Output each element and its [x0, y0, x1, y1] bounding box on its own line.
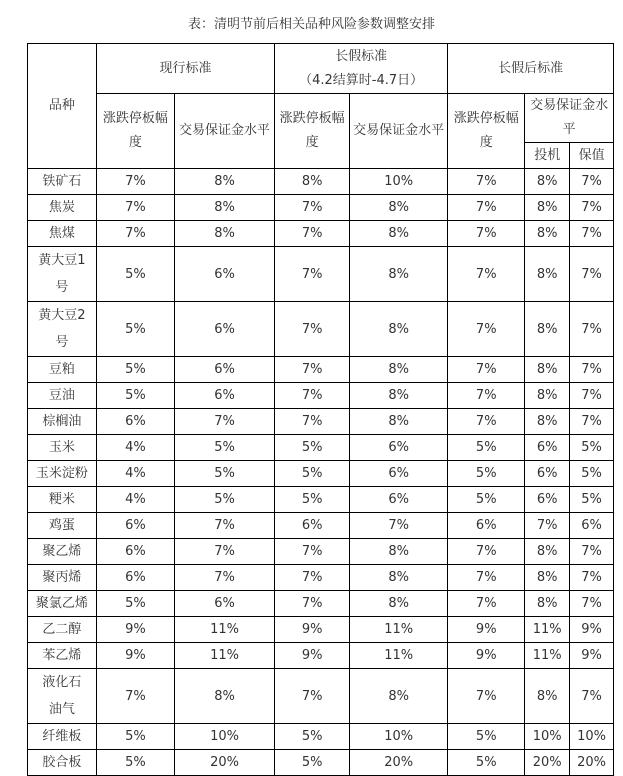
product-name-cell: 焦煤	[28, 221, 97, 247]
after-limit-cell: 7%	[448, 383, 525, 409]
after-speculative-margin-cell: 11%	[525, 617, 570, 643]
holiday-limit-cell: 8%	[275, 169, 350, 195]
holiday-limit-cell: 7%	[275, 669, 350, 724]
after-speculative-margin-cell: 8%	[525, 383, 570, 409]
current-limit-cell: 7%	[96, 195, 174, 221]
product-name-cell: 鸡蛋	[28, 513, 97, 539]
table-row	[28, 383, 614, 409]
after-hedge-margin-cell: 5%	[570, 487, 614, 513]
current-margin-cell: 7%	[175, 513, 275, 539]
current-margin-cell: 6%	[175, 383, 275, 409]
current-margin-cell: 5%	[175, 435, 275, 461]
after-limit-cell: 5%	[448, 750, 525, 776]
product-name-cell: 豆油	[28, 383, 97, 409]
after-hedge-margin-cell: 7%	[570, 383, 614, 409]
after-hedge-margin-cell: 9%	[570, 617, 614, 643]
after-speculative-margin-cell: 8%	[525, 539, 570, 565]
holiday-margin-header: 交易保证金水平	[350, 94, 448, 169]
holiday-margin-cell: 20%	[350, 750, 448, 776]
holiday-margin-cell: 7%	[350, 513, 448, 539]
current-margin-cell: 7%	[175, 409, 275, 435]
after-speculative-margin-cell: 20%	[525, 750, 570, 776]
current-limit-cell: 9%	[96, 617, 174, 643]
after-speculative-margin-cell: 8%	[525, 302, 570, 357]
holiday-margin-cell: 10%	[350, 724, 448, 750]
current-limit-header: 涨跌停板幅度	[96, 94, 174, 169]
current-limit-cell: 5%	[96, 357, 174, 383]
after-hedge-margin-cell: 7%	[570, 409, 614, 435]
current-margin-cell: 20%	[175, 750, 275, 776]
after-limit-cell: 7%	[448, 357, 525, 383]
after-speculative-margin-cell: 11%	[525, 643, 570, 669]
after-limit-cell: 6%	[448, 513, 525, 539]
current-limit-cell: 7%	[96, 169, 174, 195]
current-limit-cell: 6%	[96, 539, 174, 565]
current-margin-cell: 11%	[175, 643, 275, 669]
holiday-limit-cell: 7%	[275, 357, 350, 383]
after-speculative-margin-cell: 6%	[525, 461, 570, 487]
holiday-margin-cell: 11%	[350, 617, 448, 643]
holiday-limit-cell: 7%	[275, 591, 350, 617]
table-row	[28, 487, 614, 513]
current-margin-cell: 7%	[175, 539, 275, 565]
product-name-cell: 黄大豆2号	[28, 302, 97, 357]
after-limit-cell: 7%	[448, 539, 525, 565]
table-row	[28, 409, 614, 435]
holiday-margin-cell: 8%	[350, 591, 448, 617]
table-row	[28, 461, 614, 487]
after-limit-cell: 7%	[448, 565, 525, 591]
after-speculative-margin-cell: 8%	[525, 247, 570, 302]
holiday-limit-cell: 5%	[275, 435, 350, 461]
holiday-limit-cell: 7%	[275, 565, 350, 591]
holiday-margin-cell: 8%	[350, 247, 448, 302]
table-row	[28, 669, 614, 724]
holiday-limit-cell: 6%	[275, 513, 350, 539]
after-hedge-margin-cell: 10%	[570, 724, 614, 750]
product-name-cell: 液化石油气	[28, 669, 97, 724]
current-limit-cell: 5%	[96, 302, 174, 357]
table-row	[28, 302, 614, 357]
table-row	[28, 643, 614, 669]
current-margin-cell: 8%	[175, 195, 275, 221]
current-limit-cell: 5%	[96, 247, 174, 302]
after-limit-cell: 5%	[448, 461, 525, 487]
product-name-cell: 胶合板	[28, 750, 97, 776]
after-speculative-margin-cell: 8%	[525, 221, 570, 247]
holiday-margin-cell: 6%	[350, 487, 448, 513]
product-name-cell: 玉米	[28, 435, 97, 461]
current-margin-cell: 7%	[175, 565, 275, 591]
after-hedge-margin-cell: 6%	[570, 513, 614, 539]
current-limit-cell: 5%	[96, 383, 174, 409]
after-speculative-margin-cell: 8%	[525, 669, 570, 724]
after-holiday-standard-header: 长假后标准	[448, 44, 614, 94]
after-margin-header: 交易保证金水平	[525, 94, 614, 143]
current-margin-cell: 6%	[175, 591, 275, 617]
after-limit-cell: 5%	[448, 487, 525, 513]
holiday-limit-cell: 7%	[275, 383, 350, 409]
after-hedge-margin-cell: 7%	[570, 539, 614, 565]
holiday-margin-cell: 6%	[350, 435, 448, 461]
after-limit-cell: 7%	[448, 247, 525, 302]
holiday-limit-cell: 5%	[275, 750, 350, 776]
after-limit-cell: 7%	[448, 409, 525, 435]
holiday-limit-cell: 7%	[275, 221, 350, 247]
after-limit-cell: 7%	[448, 302, 525, 357]
holiday-limit-cell: 9%	[275, 617, 350, 643]
after-speculative-margin-cell: 8%	[525, 195, 570, 221]
after-hedge-margin-cell: 5%	[570, 435, 614, 461]
holiday-limit-cell: 5%	[275, 724, 350, 750]
holiday-limit-cell: 7%	[275, 302, 350, 357]
after-limit-cell: 7%	[448, 591, 525, 617]
table-row	[28, 617, 614, 643]
after-hedge-margin-cell: 20%	[570, 750, 614, 776]
current-limit-cell: 7%	[96, 221, 174, 247]
product-name-cell: 乙二醇	[28, 617, 97, 643]
after-limit-cell: 9%	[448, 617, 525, 643]
table-row	[28, 750, 614, 776]
after-speculative-margin-cell: 8%	[525, 357, 570, 383]
product-name-cell: 纤维板	[28, 724, 97, 750]
current-margin-cell: 6%	[175, 247, 275, 302]
holiday-standard-period: （4.2结算时-4.7日）	[299, 72, 424, 88]
current-limit-cell: 7%	[96, 669, 174, 724]
after-limit-cell: 7%	[448, 669, 525, 724]
current-limit-cell: 6%	[96, 565, 174, 591]
holiday-limit-cell: 7%	[275, 247, 350, 302]
product-column-header: 品种	[28, 44, 97, 169]
current-margin-cell: 10%	[175, 724, 275, 750]
current-standard-header: 现行标准	[96, 44, 274, 94]
after-limit-cell: 7%	[448, 221, 525, 247]
table-row	[28, 357, 614, 383]
holiday-limit-header: 涨跌停板幅度	[275, 94, 350, 169]
holiday-margin-cell: 8%	[350, 302, 448, 357]
after-speculative-margin-cell: 8%	[525, 409, 570, 435]
after-speculative-margin-cell: 7%	[525, 513, 570, 539]
after-hedge-margin-cell: 7%	[570, 302, 614, 357]
current-limit-cell: 4%	[96, 487, 174, 513]
current-limit-cell: 5%	[96, 724, 174, 750]
product-name-cell: 聚丙烯	[28, 565, 97, 591]
table-row	[28, 591, 614, 617]
speculative-header: 投机	[525, 143, 570, 169]
after-hedge-margin-cell: 7%	[570, 357, 614, 383]
after-limit-cell: 7%	[448, 195, 525, 221]
holiday-margin-cell: 8%	[350, 357, 448, 383]
holiday-margin-cell: 10%	[350, 169, 448, 195]
holiday-margin-cell: 8%	[350, 565, 448, 591]
table-row	[28, 513, 614, 539]
after-speculative-margin-cell: 6%	[525, 487, 570, 513]
holiday-margin-cell: 8%	[350, 383, 448, 409]
after-hedge-margin-cell: 7%	[570, 195, 614, 221]
current-margin-cell: 5%	[175, 461, 275, 487]
table-row	[28, 565, 614, 591]
product-name-cell: 苯乙烯	[28, 643, 97, 669]
risk-parameter-table	[27, 43, 614, 776]
after-hedge-margin-cell: 5%	[570, 461, 614, 487]
current-limit-cell: 6%	[96, 409, 174, 435]
after-speculative-margin-cell: 8%	[525, 591, 570, 617]
holiday-standard-header	[275, 44, 448, 94]
holiday-limit-cell: 7%	[275, 195, 350, 221]
product-name-cell: 焦炭	[28, 195, 97, 221]
product-name-cell: 豆粕	[28, 357, 97, 383]
after-hedge-margin-cell: 7%	[570, 591, 614, 617]
product-name-cell: 黄大豆1号	[28, 247, 97, 302]
holiday-margin-cell: 8%	[350, 221, 448, 247]
after-hedge-margin-cell: 7%	[570, 221, 614, 247]
after-limit-cell: 5%	[448, 435, 525, 461]
holiday-margin-cell: 8%	[350, 409, 448, 435]
holiday-margin-cell: 8%	[350, 669, 448, 724]
current-margin-cell: 6%	[175, 357, 275, 383]
current-margin-cell: 5%	[175, 487, 275, 513]
current-limit-cell: 5%	[96, 591, 174, 617]
after-limit-cell: 7%	[448, 169, 525, 195]
after-limit-cell: 5%	[448, 724, 525, 750]
product-name-cell: 棕榈油	[28, 409, 97, 435]
holiday-limit-cell: 7%	[275, 409, 350, 435]
current-margin-cell: 6%	[175, 302, 275, 357]
product-name-cell: 铁矿石	[28, 169, 97, 195]
after-speculative-margin-cell: 6%	[525, 435, 570, 461]
current-limit-cell: 4%	[96, 435, 174, 461]
product-name-cell: 聚乙烯	[28, 539, 97, 565]
after-speculative-margin-cell: 10%	[525, 724, 570, 750]
holiday-margin-cell: 11%	[350, 643, 448, 669]
table-caption: 表：清明节前后相关品种风险参数调整安排	[187, 17, 435, 32]
holiday-margin-cell: 8%	[350, 195, 448, 221]
current-margin-cell: 8%	[175, 221, 275, 247]
hedge-header: 保值	[570, 143, 614, 169]
current-limit-cell: 6%	[96, 513, 174, 539]
table-row	[28, 435, 614, 461]
table-row	[28, 247, 614, 302]
holiday-limit-cell: 7%	[275, 539, 350, 565]
table-row	[28, 724, 614, 750]
after-speculative-margin-cell: 8%	[525, 565, 570, 591]
table-row	[28, 539, 614, 565]
after-limit-cell: 9%	[448, 643, 525, 669]
after-limit-header: 涨跌停板幅度	[448, 94, 525, 169]
product-name-cell: 粳米	[28, 487, 97, 513]
table-row	[28, 221, 614, 247]
holiday-limit-cell: 9%	[275, 643, 350, 669]
after-hedge-margin-cell: 7%	[570, 247, 614, 302]
holiday-margin-cell: 6%	[350, 461, 448, 487]
after-hedge-margin-cell: 9%	[570, 643, 614, 669]
current-limit-cell: 5%	[96, 750, 174, 776]
after-hedge-margin-cell: 7%	[570, 169, 614, 195]
after-hedge-margin-cell: 7%	[570, 669, 614, 724]
table-row	[28, 195, 614, 221]
current-limit-cell: 4%	[96, 461, 174, 487]
holiday-margin-cell: 8%	[350, 539, 448, 565]
current-margin-cell: 11%	[175, 617, 275, 643]
holiday-standard-title: 长假标准	[335, 48, 388, 64]
after-hedge-margin-cell: 7%	[570, 565, 614, 591]
product-name-cell: 聚氯乙烯	[28, 591, 97, 617]
current-margin-cell: 8%	[175, 669, 275, 724]
current-limit-cell: 9%	[96, 643, 174, 669]
after-speculative-margin-cell: 8%	[525, 169, 570, 195]
current-margin-header: 交易保证金水平	[175, 94, 275, 169]
product-name-cell: 玉米淀粉	[28, 461, 97, 487]
current-margin-cell: 8%	[175, 169, 275, 195]
holiday-limit-cell: 5%	[275, 487, 350, 513]
table-row	[28, 169, 614, 195]
holiday-limit-cell: 5%	[275, 461, 350, 487]
